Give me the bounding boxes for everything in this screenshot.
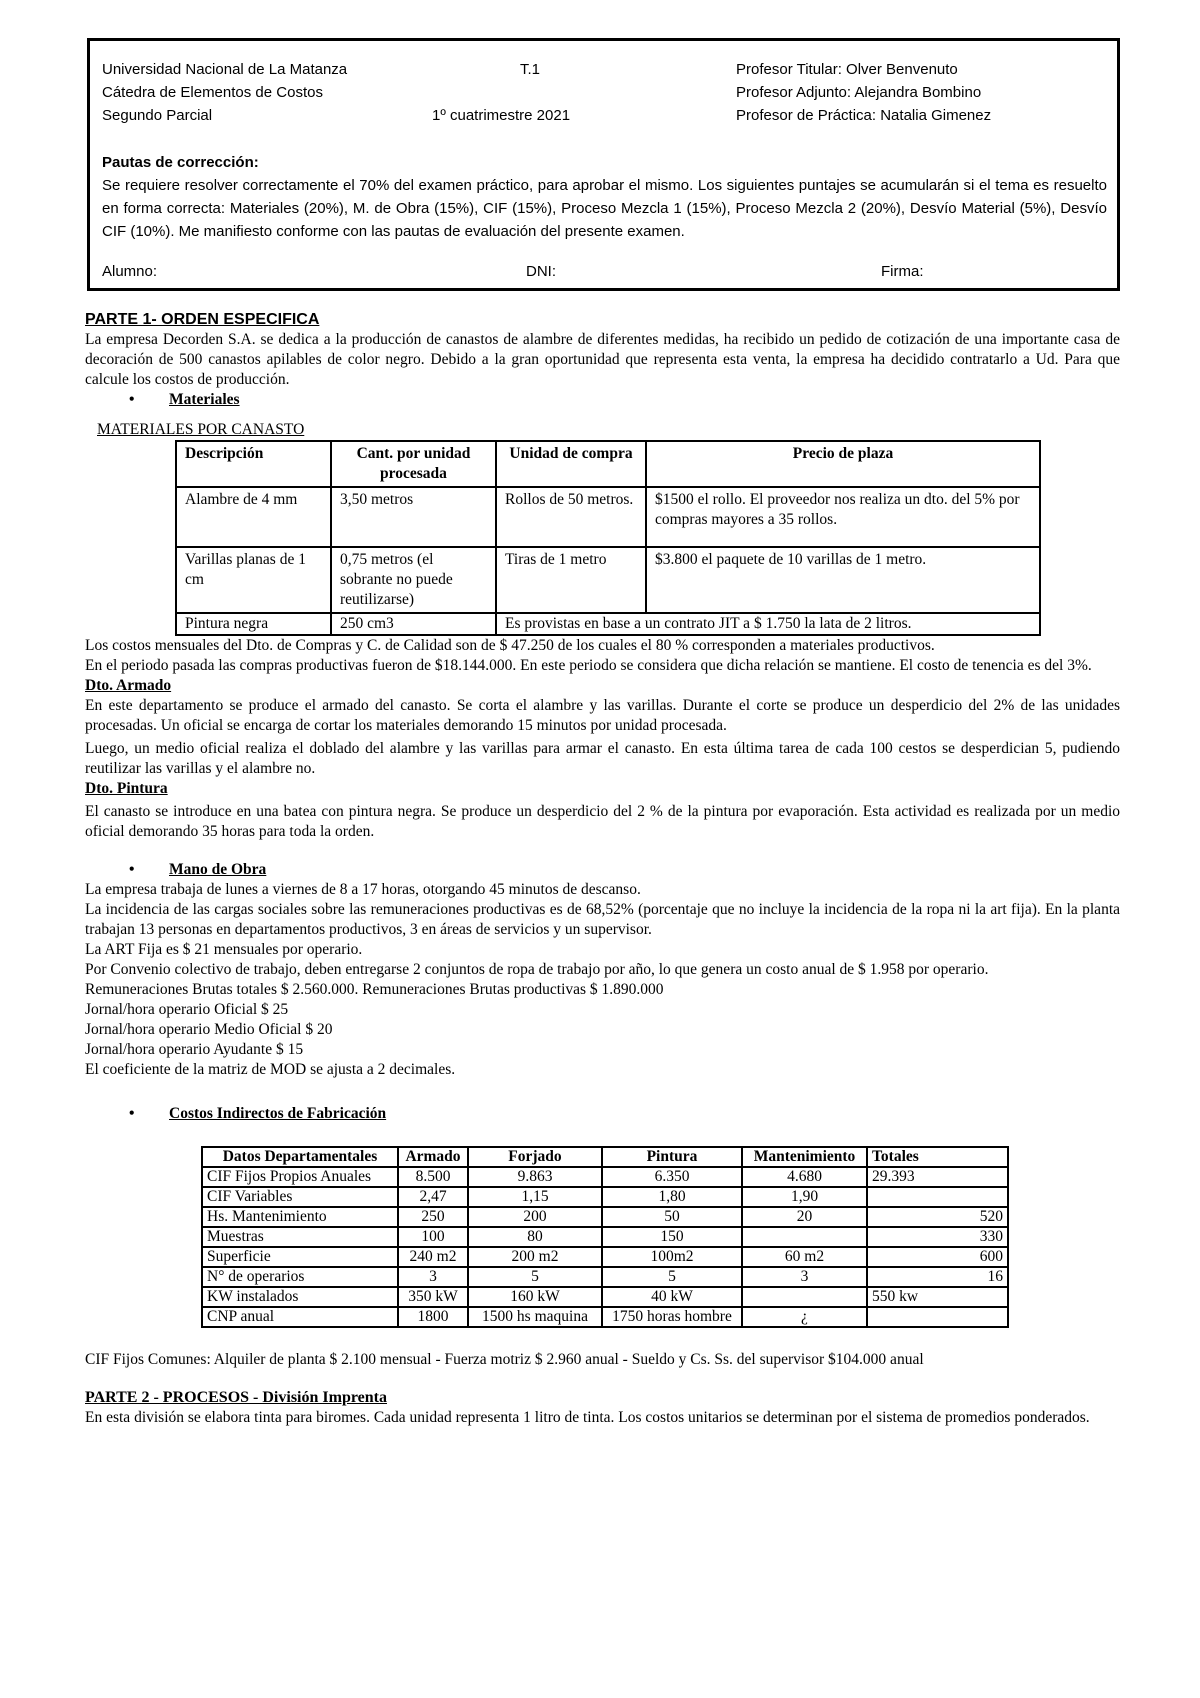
materiales-heading: • Materiales	[129, 391, 240, 408]
armado-paragraph-2: Luego, un medio oficial realiza el doblado del alambre y las varillas para armar el canasto. En esta última tarea de cada 100 cestos se desperdician 5, pudiendo reutilizar las varillas y el alambre no.	[85, 740, 1120, 777]
table-cell: $3.800 el paquete de 10 varillas de 1 metro.	[646, 547, 1040, 613]
table-cell	[867, 1187, 1008, 1207]
part2-intro: En esta división se elabora tinta para biromes. Cada unidad representa 1 litro de tinta. Los costos unitarios se determinan por el sistema de promedios ponderados.	[85, 1409, 1090, 1426]
cif-table	[201, 1146, 1009, 1328]
mo-line: Jornal/hora operario Oficial $ 25	[85, 1001, 289, 1018]
table-cell: 1,15	[468, 1187, 602, 1207]
table-cell: 250 cm3	[331, 613, 496, 635]
header-cell: Datos Departamentales	[202, 1147, 398, 1167]
cif-fijos-comunes: CIF Fijos Comunes: Alquiler de planta $ 2.100 mensual - Fuerza motriz $ 2.960 anual - Sueldo y Cs. Ss. del supervisor $104.000 anual	[85, 1351, 924, 1368]
mo-line: La empresa trabaja de lunes a viernes de 8 a 17 horas, otorgando 45 minutos de descanso.	[85, 881, 641, 898]
exam-name: Segundo Parcial	[102, 107, 213, 124]
mo-line: El coeficiente de la matriz de MOD se ajusta a 2 decimales.	[85, 1061, 456, 1078]
table-cell: 3	[742, 1267, 867, 1287]
table-cell: 5	[602, 1267, 742, 1287]
mo-line: La incidencia de las cargas sociales sobre las remuneraciones productivas es de 68,52% (porcentaje que no incluye la incidencia de la ropa ni la art fija). En la planta trabajan 13 personas en departamentos productivos, 3 en áreas de servicios y un supervisor.	[85, 901, 1120, 938]
table-cell: 9.863	[468, 1167, 602, 1187]
bullet-icon: •	[129, 391, 135, 408]
costos-paragraph-1: Los costos mensuales del Dto. de Compras y C. de Calidad son de $ 47.250 de los cuales el 80 % corresponden a materiales productivos.	[85, 637, 935, 654]
table-row	[176, 613, 1040, 635]
table-cell: 100m2	[602, 1247, 742, 1267]
table-row	[176, 487, 1040, 547]
table-cell: KW instalados	[202, 1287, 398, 1307]
table-cell: 4.680	[742, 1167, 867, 1187]
table-cell: Tiras de 1 metro	[496, 547, 646, 613]
table-cell: Alambre de 4 mm	[176, 487, 331, 547]
table-cell	[867, 1307, 1008, 1327]
table-cell: Superficie	[202, 1247, 398, 1267]
table-cell: Rollos de 50 metros.	[496, 487, 646, 547]
table-cell: Hs. Mantenimiento	[202, 1207, 398, 1227]
table-cell: CNP anual	[202, 1307, 398, 1327]
header-cell: Armado	[398, 1147, 468, 1167]
table-cell: 550 kw	[867, 1287, 1008, 1307]
header-cell: Pintura	[602, 1147, 742, 1167]
professor-adjunto: Profesor Adjunto: Alejandra Bombino	[736, 84, 982, 101]
header-cell: Mantenimiento	[742, 1147, 867, 1167]
header-cell: Totales	[867, 1147, 1008, 1167]
table-cell: 1,80	[602, 1187, 742, 1207]
cif-table-header	[202, 1147, 1008, 1167]
part2-title: PARTE 2 - PROCESOS - División Imprenta	[85, 1389, 387, 1406]
table-cell: 80	[468, 1227, 602, 1247]
table-cell: 40 kW	[602, 1287, 742, 1307]
professor-titular: Profesor Titular: Olver Benvenuto	[736, 61, 958, 78]
grading-guidelines	[102, 151, 1107, 243]
table-cell: 5	[468, 1267, 602, 1287]
materials-table-caption: MATERIALES POR CANASTO	[97, 421, 305, 438]
mo-line: La ART Fija es $ 21 mensuales por operario.	[85, 941, 363, 958]
part1-title: PARTE 1- ORDEN ESPECIFICA	[85, 311, 320, 328]
table-cell	[742, 1227, 867, 1247]
table-cell: 20	[742, 1207, 867, 1227]
table-cell: 600	[867, 1247, 1008, 1267]
table-cell: Pintura negra	[176, 613, 331, 635]
chair-name: Cátedra de Elementos de Costos	[102, 84, 323, 101]
table-cell: 3	[398, 1267, 468, 1287]
table-cell: 1800	[398, 1307, 468, 1327]
professor-practica: Profesor de Práctica: Natalia Gimenez	[736, 107, 992, 124]
mo-line: Jornal/hora operario Ayudante $ 15	[85, 1041, 304, 1058]
table-cell: 250	[398, 1207, 468, 1227]
table-row	[202, 1187, 1008, 1207]
table-cell: 8.500	[398, 1167, 468, 1187]
student-name-label: Alumno:	[102, 263, 158, 280]
exam-header-box	[87, 38, 1120, 291]
table-row	[202, 1207, 1008, 1227]
table-cell: 150	[602, 1227, 742, 1247]
table-cell: $1500 el rollo. El proveedor nos realiza un dto. del 5% por compras mayores a 35 rollos.	[646, 487, 1040, 547]
header-cell: Cant. por unidad procesada	[331, 441, 496, 487]
table-row	[202, 1247, 1008, 1267]
table-cell: 1,90	[742, 1187, 867, 1207]
table-cell: 350 kW	[398, 1287, 468, 1307]
pintura-title: Dto. Pintura	[85, 780, 168, 797]
table-row	[202, 1287, 1008, 1307]
materials-table-header	[176, 441, 1040, 487]
table-cell: 16	[867, 1267, 1008, 1287]
table-cell: 160 kW	[468, 1287, 602, 1307]
costos-paragraph-2: En el periodo pasada las compras productivas fueron de $18.144.000. En este periodo se considera que dicha relación se mantiene. El costo de tenencia es del 3%.	[85, 657, 1092, 674]
table-cell: 1500 hs maquina	[468, 1307, 602, 1327]
mo-line: Jornal/hora operario Medio Oficial $ 20	[85, 1021, 333, 1038]
table-cell: 330	[867, 1227, 1008, 1247]
cif-heading: • Costos Indirectos de Fabricación	[129, 1105, 387, 1122]
table-cell	[742, 1287, 867, 1307]
header-cell: Descripción	[176, 441, 331, 487]
table-cell: 240 m2	[398, 1247, 468, 1267]
table-cell: 200	[468, 1207, 602, 1227]
table-cell: 6.350	[602, 1167, 742, 1187]
grading-text: Se requiere resolver correctamente el 70% del examen práctico, para aprobar el mismo. Los siguientes puntajes se acumularán si el tema es resuelto en forma correcta: Materiales (20%), M. de Obra (15%), CIF (15%), Proceso Mezcla 1 (15%), Proceso Mezcla 2 (20%), Desvío Material (5%), Desvío CIF (10%). Me manifiesto conforme con las pautas de evaluación del presente examen.	[102, 177, 1107, 240]
table-cell: 200 m2	[468, 1247, 602, 1267]
mo-line: Por Convenio colectivo de trabajo, deben entregarse 2 conjuntos de ropa de trabajo por año, lo que genera un costo anual de $ 1.958 por operario.	[85, 961, 989, 978]
table-row	[176, 547, 1040, 613]
table-cell: 0,75 metros (el sobrante no puede reutilizarse)	[331, 547, 496, 613]
table-cell: ¿	[742, 1307, 867, 1327]
header-cell: Precio de plaza	[646, 441, 1040, 487]
mano-de-obra-heading: • Mano de Obra	[129, 861, 267, 878]
materials-table	[175, 440, 1041, 636]
signature-label: Firma:	[881, 263, 924, 280]
table-cell: 3,50 metros	[331, 487, 496, 547]
table-cell: 50	[602, 1207, 742, 1227]
table-cell: Es provistas en base a un contrato JIT a $ 1.750 la lata de 2 litros.	[496, 613, 1040, 635]
mo-line: Remuneraciones Brutas totales $ 2.560.000. Remuneraciones Brutas productivas $ 1.890.000	[85, 981, 664, 998]
armado-paragraph-1: En este departamento se produce el armado del canasto. Se corta el alambre y las varillas. Durante el corte se produce un desperdicio del 2% de las unidades procesadas. Un oficial se encarga de cortar los materiales demorando 15 minutos por unidad procesada.	[85, 697, 1120, 734]
table-cell: Varillas planas de 1 cm	[176, 547, 331, 613]
table-cell: 29.393	[867, 1167, 1008, 1187]
table-cell: 1750 horas hombre	[602, 1307, 742, 1327]
header-cell: Unidad de compra	[496, 441, 646, 487]
part1-intro: La empresa Decorden S.A. se dedica a la producción de canastos de alambre de diferentes medidas, ha recibido un pedido de cotización de una importante casa de decoración de 500 canastos apilables de color negro. Debido a la gran oportunidad que representa esta venta, la empresa ha decidido contratarlo a Ud. Para que calcule los costos de producción.	[85, 331, 1120, 388]
bullet-icon: •	[129, 861, 135, 878]
table-cell: N° de operarios	[202, 1267, 398, 1287]
table-row	[202, 1267, 1008, 1287]
pintura-paragraph: El canasto se introduce en una batea con pintura negra. Se produce un desperdicio del 2 % de la pintura por evaporación. Esta actividad es realizada por un medio oficial demorando 35 horas para toda la orden.	[85, 803, 1120, 840]
table-cell: 2,47	[398, 1187, 468, 1207]
table-cell: Muestras	[202, 1227, 398, 1247]
header-cell: Forjado	[468, 1147, 602, 1167]
table-cell: 100	[398, 1227, 468, 1247]
university-name: Universidad Nacional de La Matanza	[102, 61, 348, 78]
dni-label: DNI:	[526, 263, 556, 280]
exam-term: 1º cuatrimestre 2021	[432, 107, 571, 124]
table-cell: CIF Fijos Propios Anuales	[202, 1167, 398, 1187]
table-cell: CIF Variables	[202, 1187, 398, 1207]
grading-title: Pautas de corrección:	[102, 154, 259, 171]
table-row	[202, 1227, 1008, 1247]
table-row	[202, 1167, 1008, 1187]
table-cell: 520	[867, 1207, 1008, 1227]
armado-title: Dto. Armado	[85, 677, 172, 694]
bullet-icon: •	[129, 1105, 135, 1122]
table-cell: 60 m2	[742, 1247, 867, 1267]
exam-content	[85, 310, 1120, 1428]
table-row	[202, 1307, 1008, 1327]
exam-theme: T.1	[520, 61, 541, 78]
